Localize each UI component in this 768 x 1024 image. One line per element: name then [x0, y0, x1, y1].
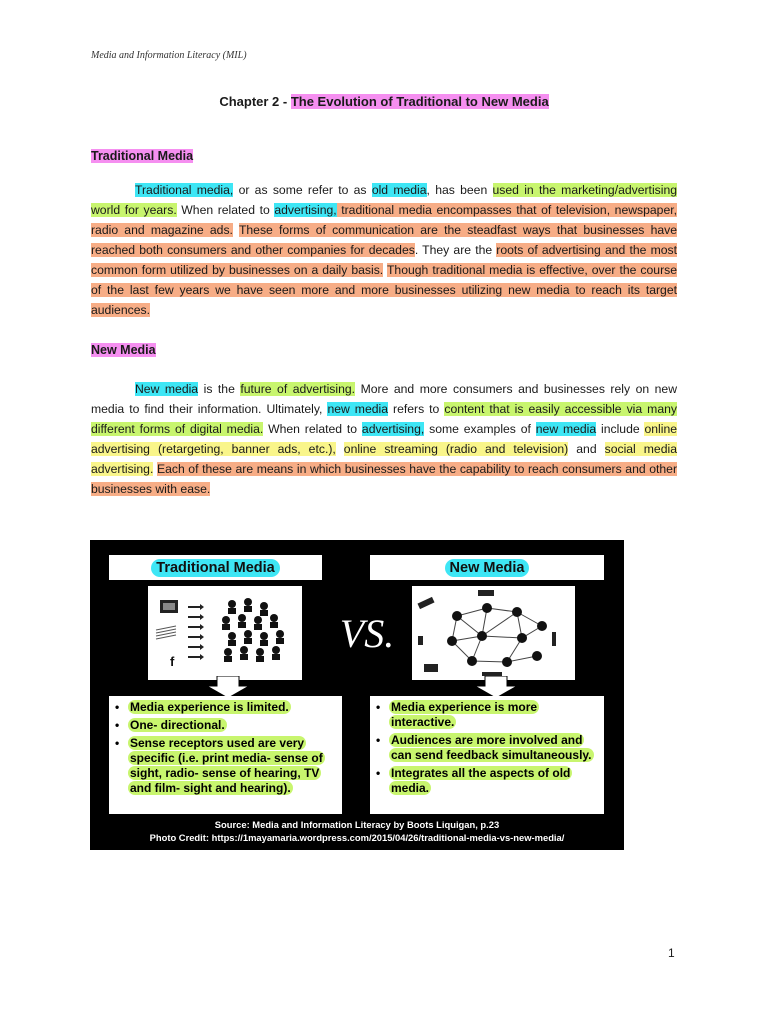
- svg-text:f: f: [170, 654, 175, 669]
- photo-credit-line: Photo Credit: https://1mayamaria.wordpress.com/2015/04/26/traditional-media-vs-new-media/: [149, 832, 565, 843]
- right-down-arrow-icon: [471, 676, 521, 698]
- traditional-media-points: [109, 696, 342, 814]
- paragraph-traditional-media: Traditional media, or as some refer to as old media, has been used in the marketing/advertising world for years. When related to advertising, traditional media encompasses that of television, newspaper, radio and magazine ads. These forms of communication are the steadfast ways that businesses have reached both consumers and other companies for decades. They are the roots of advertising and the most common form utilized by businesses on a daily basis. Though traditional media is effective, over the course of the last few years we have seen more and more businesses utilizing new media to reach its target audiences.: [91, 183, 678, 317]
- list-item: • Media experience is limited.: [115, 700, 338, 715]
- page-number: 1: [668, 946, 675, 960]
- figure-source: [90, 818, 624, 844]
- left-down-arrow-icon: [203, 676, 253, 698]
- list-item: • Integrates all the aspects of old media.: [376, 766, 600, 796]
- heading-new-media: New Media: [91, 343, 156, 357]
- new-media-illustration: [412, 586, 575, 680]
- new-media-points: [370, 696, 604, 814]
- list-item: • Audiences are more involved and can send feedback simultaneously.: [376, 733, 600, 763]
- figure-left-title: Traditional Media: [151, 559, 279, 577]
- broadcast-diagram-icon: [148, 586, 302, 680]
- traditional-media-illustration: [148, 586, 302, 680]
- chapter-title-text: The Evolution of Traditional to New Media: [290, 94, 549, 109]
- chapter-title: [0, 94, 768, 109]
- source-line: Source: Media and Information Literacy by Boots Liquigan, p.23: [214, 819, 500, 830]
- comparison-figure: [90, 540, 624, 850]
- list-item: • Media experience is more interactive.: [376, 700, 600, 730]
- network-diagram-icon: [412, 586, 575, 680]
- versus-label: VS.: [339, 611, 395, 656]
- figure-left-title-box: [109, 555, 322, 580]
- list-item: • One- directional.: [115, 718, 338, 733]
- paragraph-new-media: New media is the future of advertising. More and more consumers and businesses rely on new media to find their information. Ultimately, new media refers to content that is easily accessible via many different forms of digital media. When related to advertising, some examples of new media include online advertising (retargeting, banner ads, etc.), online streaming (radio and television) and social media advertising. Each of these are means in which businesses have the capability to reach consumers and other businesses with ease.: [91, 382, 678, 496]
- list-item: • Sense receptors used are very specific (i.e. print media- sense of sight, radio- sense of hearing, TV and film- sight and hearing).: [115, 736, 338, 796]
- figure-right-title-box: [370, 555, 604, 580]
- figure-right-title: New Media: [445, 559, 530, 577]
- heading-traditional-media: Traditional Media: [91, 149, 194, 163]
- running-header: Media and Information Literacy (MIL): [91, 50, 247, 61]
- chapter-prefix: Chapter 2 -: [219, 94, 291, 109]
